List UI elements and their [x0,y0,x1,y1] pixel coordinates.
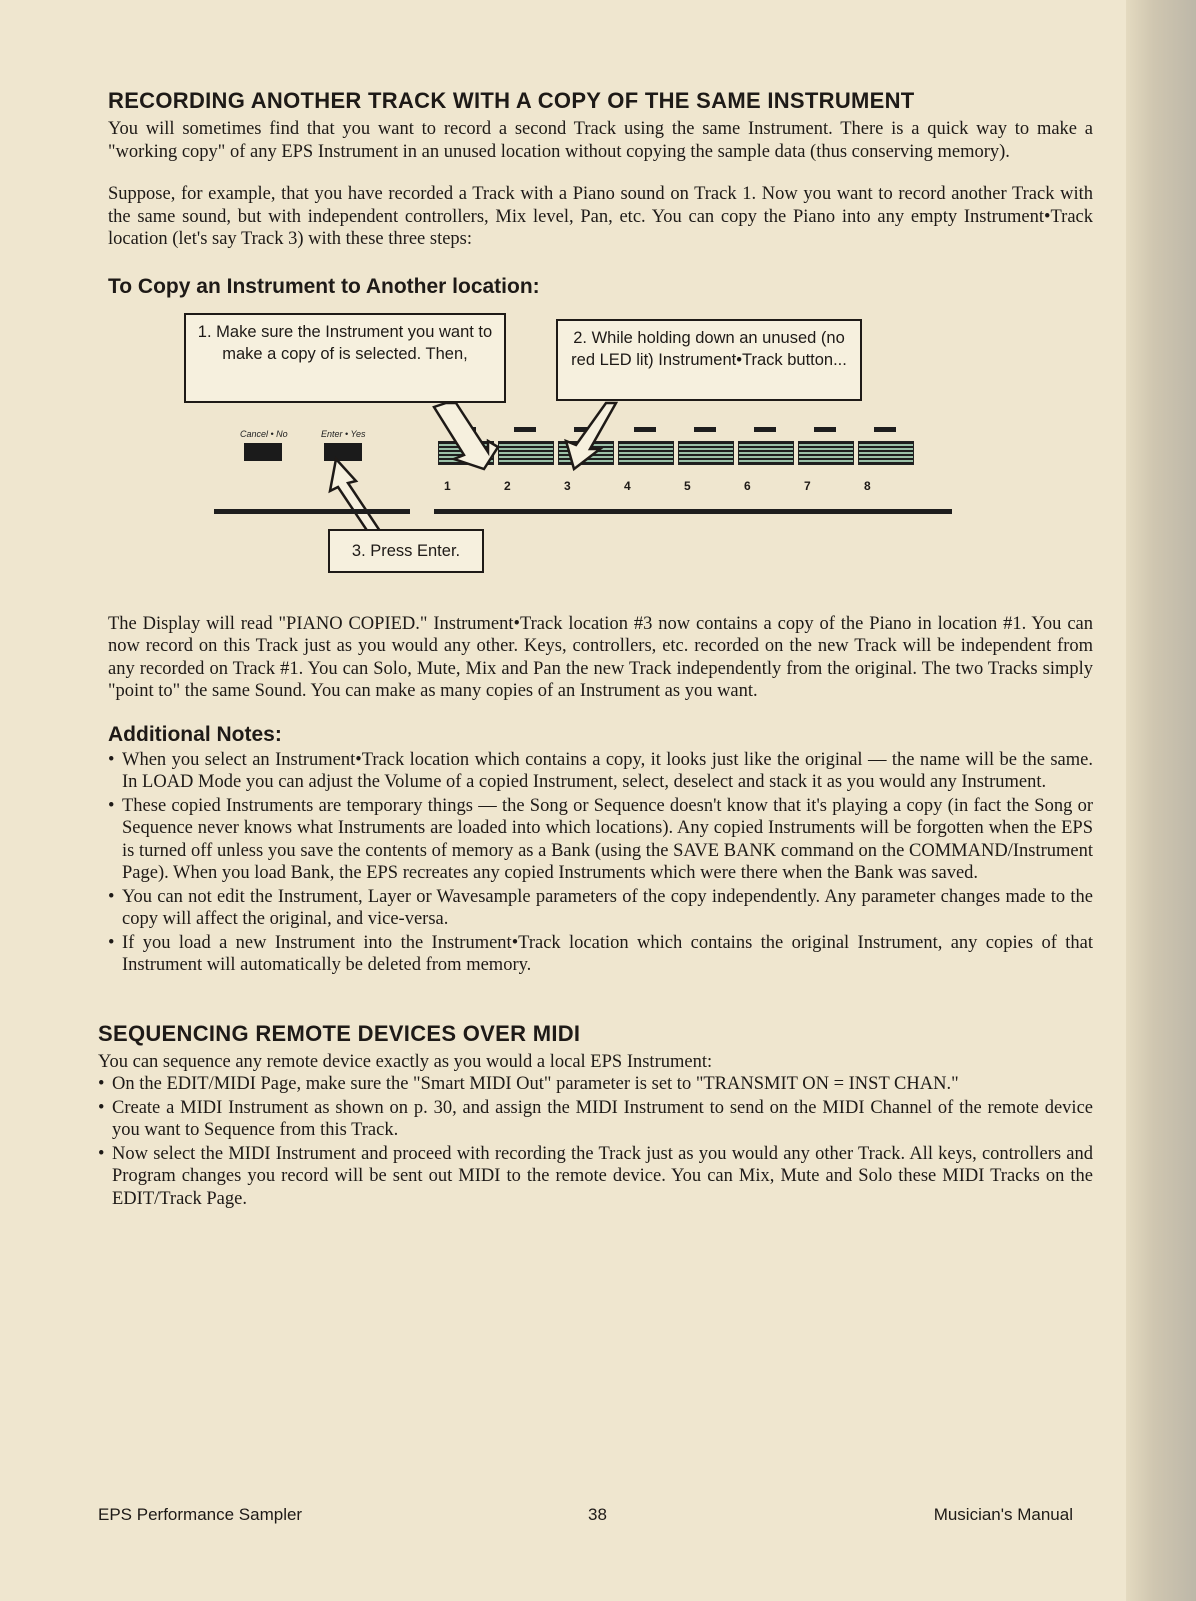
midi-step-item: • Create a MIDI Instrument as shown on p. 30, and assign the MIDI Instrument to send on the MIDI Channel of the remote device you want to Sequence from this Track. [98,1097,1093,1142]
panel-rule-right [434,509,952,514]
note-item: • These copied Instruments are temporary things — the Song or Sequence doesn't know that it's playing a copy (in fact the Song or Sequence never knows what Instruments are loaded into which locations). Any copied Instruments will be forgotten when the EPS is turned off unless you save the contents of memory as a Bank (using the SAVE BANK command on the COMMAND/Instrument Page). When you load Bank, the EPS recreates any copied Instruments which were there when the Bank was saved. [108,795,1093,885]
midi-step-item: • On the EDIT/MIDI Page, make sure the "Smart MIDI Out" parameter is set to "TRANSMIT ON = INST CHAN." [98,1073,1093,1096]
note-item: • You can not edit the Instrument, Layer or Wavesample parameters of the copy independently. Any parameter changes made to the copy will affect the original, and vice-versa. [108,886,1093,931]
arrow-to-track-3 [566,403,616,469]
track-number-8: 8 [864,478,871,493]
track-number-1: 1 [444,478,451,493]
note-item: • When you select an Instrument•Track location which contains a copy, it looks just like the original — the name will be the same. In LOAD Mode you can adjust the Volume of a copied Instrument, select, deselect and stack it as you would any Instrument. [108,749,1093,794]
track-number-6: 6 [744,478,751,493]
enter-yes-label: Enter • Yes [321,428,366,439]
copy-instrument-diagram [108,309,1093,609]
track-number-2: 2 [504,478,511,493]
callout-step-1: 1. Make sure the Instrument you want to make a copy of is selected. Then, [184,313,506,403]
panel-rule-left [214,509,410,514]
paragraph-remote-intro: You can sequence any remote device exactly as you would a local EPS Instrument: [98,1051,713,1072]
page-edge-shadow [1126,0,1196,1601]
paragraph-piano-copied: The Display will read "PIANO COPIED." Instrument•Track location #3 now contains a copy of the Piano in location #1. You can now record on this Track just as you would any other. Keys, controllers, etc. recorded on the new Track will be independent from any recorded on Track #1. You can Solo, Mute, Mix and Pan the new Track independently from the original. The two Tracks simply "point to" the same Sound. You can make as many copies of an Instrument as you want. [108,613,1093,701]
remote-midi-steps [98,1073,1093,1210]
footer-manual-title: Musician's Manual [933,1505,1073,1524]
page-footer [98,1505,1073,1529]
track-number-4: 4 [624,478,631,493]
callout-step-2: 2. While holding down an unused (no red LED lit) Instrument•Track button... [556,319,862,401]
paragraph-example: Suppose, for example, that you have recorded a Track with a Piano sound on Track 1. Now you want to record another Track with the same sound, but with independent controllers, Mix level, Pan, etc. You can copy the Piano into any empty Instrument•Track location (let's say Track 3) with these three steps: [108,184,1093,249]
arrow-to-track-1 [434,403,498,469]
note-item: • If you load a new Instrument into the Instrument•Track location which contains the original Instrument, any copies of that Instrument will automatically be deleted from memory. [108,932,1093,977]
paragraph-intro: You will sometimes find that you want to record a second Track using the same Instrument. There is a quick way to make a "working copy" of any EPS Instrument in an unused location without copying the sample data (thus conserving memory). [108,119,1093,162]
track-number-3: 3 [564,478,571,493]
midi-step-item: • Now select the MIDI Instrument and proceed with recording the Track just as you would any other Track. All keys, controllers and Program changes you record will be sent out MIDI to the remote device. You can Mix, Mute and Solo these MIDI Tracks on the EDIT/Track Page. [98,1143,1093,1211]
pointer-arrows [108,309,1093,609]
section-heading-recording-copy: RECORDING ANOTHER TRACK WITH A COPY OF THE SAME INSTRUMENT [108,88,915,113]
footer-product-name: EPS Performance Sampler [98,1505,303,1524]
page-number: 38 [588,1505,607,1524]
subheading-copy-instrument: To Copy an Instrument to Another location: [108,274,540,298]
page-content [98,88,1093,1211]
track-number-7: 7 [804,478,811,493]
cancel-no-label: Cancel • No [240,428,288,439]
section-heading-remote-midi: SEQUENCING REMOTE DEVICES OVER MIDI [98,1020,581,1046]
callout-step-3: 3. Press Enter. [328,529,484,573]
additional-notes-heading: Additional Notes: [108,722,282,746]
arrow-to-enter [330,459,380,535]
additional-notes-list [108,749,1093,977]
track-number-5: 5 [684,478,691,493]
